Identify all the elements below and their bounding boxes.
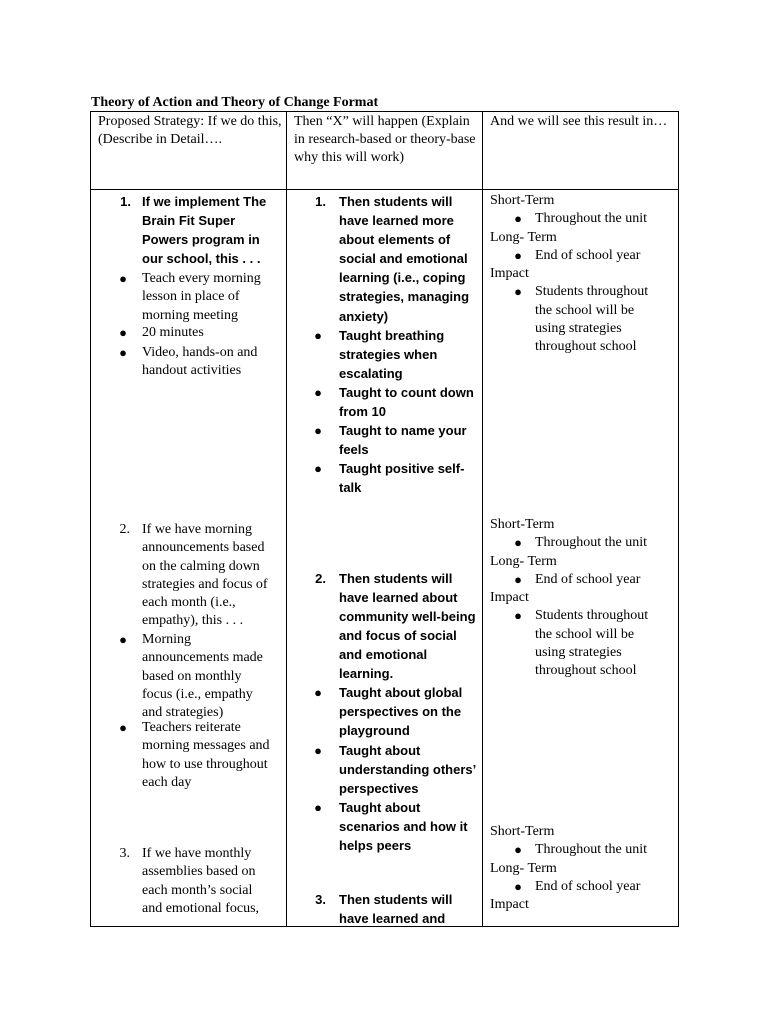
bullet-icon: ● [514, 571, 522, 587]
long-term-label: Long- Term [490, 229, 557, 245]
short-term-label: Short-Term [490, 824, 555, 839]
bullet-icon: ● [514, 247, 522, 263]
column-divider [286, 112, 287, 926]
bullet-icon: ● [119, 345, 127, 360]
list-number: 1. [120, 194, 131, 209]
impact-label: Impact [490, 590, 529, 606]
result-group-2 [490, 516, 676, 681]
bullet-icon: ● [514, 535, 522, 551]
result-group-1 [490, 192, 676, 357]
document-title: Theory of Action and Theory of Change Format [91, 95, 379, 110]
bullet-icon: ● [314, 743, 322, 758]
outcome-1-text: Then students will have learned more about elements of social and emotional learning (i.e., coping strategies, managing anxiety) [339, 194, 470, 324]
bullet-icon: ● [119, 632, 127, 647]
header-then-x-happens: Then “X” will happen (Explain in research-based or theory-base why this will work) [294, 114, 476, 165]
long-term-label: Long- Term [490, 860, 557, 876]
list-number: 2. [315, 571, 326, 586]
long-term-label: Long- Term [490, 553, 557, 569]
bullet-icon: ● [514, 211, 522, 227]
impact-label: Impact [490, 897, 529, 913]
list-number: 1. [315, 194, 326, 209]
bullet-icon: ● [314, 328, 322, 343]
bullet-icon: ● [119, 720, 127, 735]
strategy-2-text: If we have morning announcements based on the calming down strategies and focus of each month (i.e., empathy), this . . . [142, 522, 268, 629]
strategy-1-text: If we implement The Brain Fit Super Powers program in our school, this . . . [142, 194, 267, 267]
outcome-3-text: Then students will have learned and [339, 892, 453, 927]
theory-table: Proposed Strategy: If we do this, (Describe in Detail…. Then “X” will happen (Explain in research-based or theory-base why this will work) And we will see this result in… 1. If we implement The Brain Fit Super Powers program in our school, this . . . ● Teach every morning lesson in place of morning meeting ● 20 minutes ● Video, hands-on and handout activities 2. If we have morning announcements based on the calming down strategies and focus of each month (i.e., empathy), this . . . ● Morning announcements made based on monthly focus (i.e., empathy and strategies) ● Teachers reiterate morning messages and how to use throughout each day 3. If we have monthly assemblies based on each month’s social and emotional focus, 1. Then students will have learned more about elements of social and emotional learning (i.e., coping strategies, managing anxiety) ● Taught breathing strategies when escalating ● Taught to count down from 10 ● Taught to name your feels ● Taught positive self- talk 2. Then students will have learned about community well-being and focus of social and emotional learning. ● Taught about global perspectives on the playground ● Taught about understanding others’ perspectives ● Taught about scenarios and how it helps peers 3. Then students will have learned and Short-Term ● Throughout the unit Long- Term ● End of school year Impact ● Students throughout the school will be using strategies throughout school Short-Term ● Throughout the unit Long- Term ● End of school year Impact ● Students throughout the school will be using strategies throughout school Short-Term ● Throughout the unit Long- Term ● End of school year Impact [90, 111, 679, 927]
list-number: 3. [119, 846, 130, 861]
result-bullet: ● Throughout the unit [490, 534, 676, 552]
bullet-icon: ● [119, 325, 127, 340]
strategy-3-text: If we have monthly assemblies based on each month’s social and emotional focus, [142, 846, 260, 916]
result-bullet: ● Throughout the unit [490, 210, 676, 228]
bullet-icon: ● [314, 685, 322, 700]
result-bullet: ● End of school year [490, 247, 676, 265]
short-term-label: Short-Term [490, 517, 555, 532]
header-proposed-strategy: Proposed Strategy: If we do this, (Describe in Detail…. [98, 114, 282, 147]
bullet-icon: ● [514, 842, 522, 858]
bullet-icon: ● [514, 608, 522, 624]
result-bullet: ● Students throughout the school will be using strategies throughout school [490, 283, 676, 357]
header-divider [91, 189, 678, 190]
bullet-icon: ● [514, 878, 522, 894]
list-number: 2. [119, 522, 130, 537]
short-term-label: Short-Term [490, 193, 555, 208]
bullet-icon: ● [119, 271, 127, 286]
list-number: 3. [315, 892, 326, 907]
outcome-2-text: Then students will have learned about community well-being and focus of social and emotional learning. [339, 571, 476, 682]
bullet-icon: ● [314, 385, 322, 400]
bullet-icon: ● [314, 461, 322, 476]
bullet-icon: ● [514, 284, 522, 300]
result-bullet: ● Throughout the unit [490, 841, 676, 859]
header-result: And we will see this result in… [490, 114, 668, 129]
result-bullet: ● Students throughout the school will be using strategies throughout school [490, 607, 676, 681]
result-bullet: ● End of school year [490, 571, 676, 589]
result-group-3 [490, 823, 676, 914]
bullet-icon: ● [314, 800, 322, 815]
impact-label: Impact [490, 266, 529, 282]
result-bullet: ● End of school year [490, 878, 676, 896]
bullet-icon: ● [314, 423, 322, 438]
